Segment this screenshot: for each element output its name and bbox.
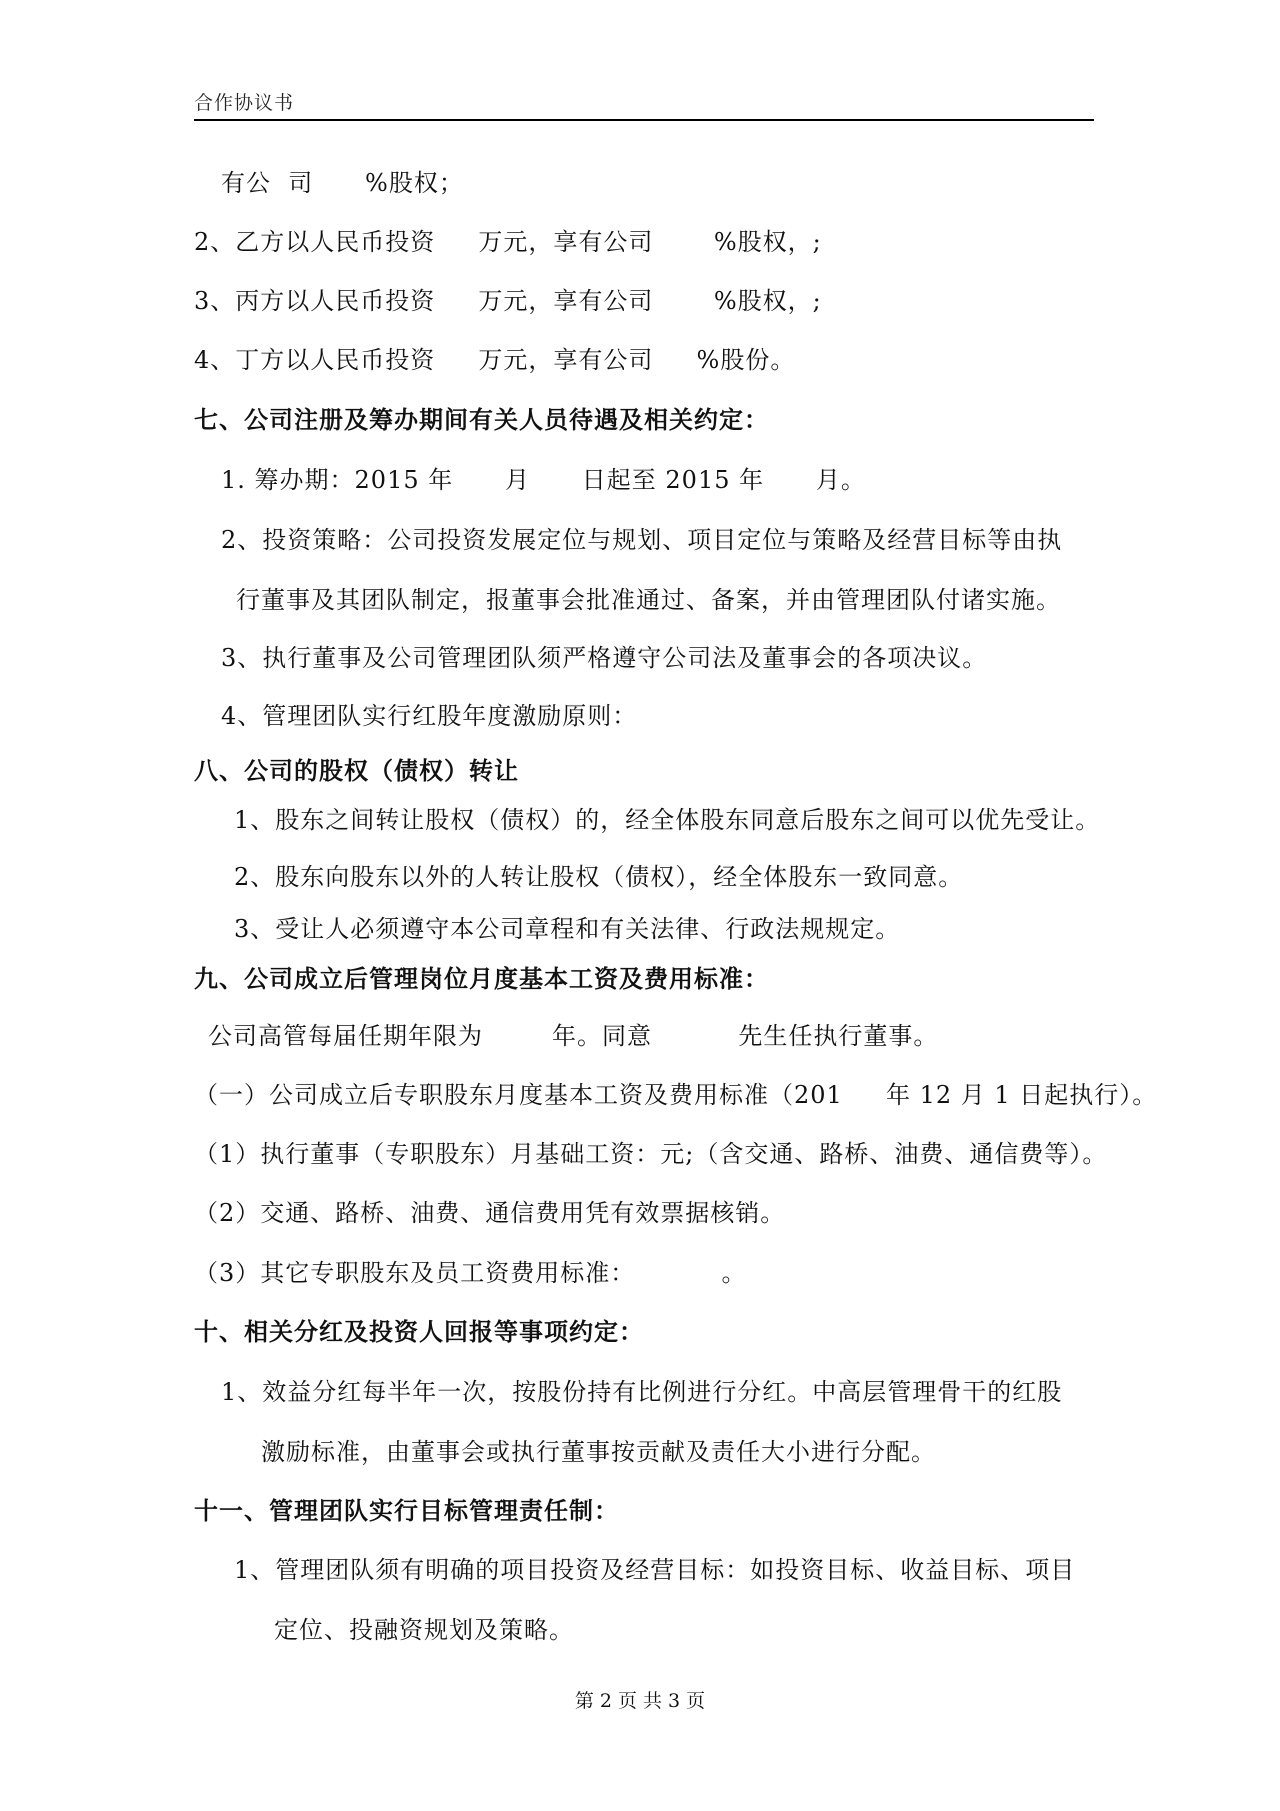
- clause-7-item-2: 2、投资策略：公司投资发展定位与规划、项目定位与策略及经营目标等由执: [221, 526, 1063, 554]
- clause-7-item-3: 3、执行董事及公司管理团队须严格遵守公司法及董事会的各项决议。: [221, 644, 988, 672]
- clause-7-item-1: 1. 筹办期：2015 年 月 日起至 2015 年 月。: [221, 466, 866, 494]
- clause-11-item-1-cont: 定位、投融资规划及策略。: [274, 1616, 574, 1644]
- page-number-footer: 第 2 页 共 3 页: [574, 1690, 706, 1712]
- clause-11-item-1: 1、管理团队须有明确的项目投资及经营目标：如投资目标、收益目标、项目: [234, 1556, 1076, 1584]
- clause-6-item-2: 2、乙方以人民币投资 万元，享有公司 %股权，;: [194, 228, 822, 256]
- clause-9-part-1: （一）公司成立后专职股东月度基本工资及费用标准（201 年 12 月 1 日起执行）。: [194, 1081, 1158, 1109]
- clause-9-item-3: （3）其它专职股东及员工资费用标准： 。: [194, 1259, 747, 1287]
- header-divider: [194, 119, 1094, 121]
- clause-6-line-1-cont: 有公 司 %股权；: [221, 169, 464, 197]
- clause-6-item-3: 3、丙方以人民币投资 万元，享有公司 %股权，;: [194, 287, 822, 315]
- clause-8-item-3: 3、受让人必须遵守本公司章程和有关法律、行政法规规定。: [234, 915, 901, 943]
- section-10-heading: 十、相关分红及投资人回报等事项约定：: [194, 1318, 644, 1346]
- clause-9-item-1: （1）执行董事（专职股东）月基础工资：元;（含交通、路桥、油费、通信费等）。: [194, 1140, 1108, 1168]
- clause-9-term: 公司高管每届任期年限为 年。同意 先生任执行董事。: [208, 1022, 939, 1050]
- clause-9-item-2: （2）交通、路桥、油费、通信费用凭有效票据核销。: [194, 1199, 786, 1227]
- clause-10-item-1: 1、效益分红每半年一次，按股份持有比例进行分红。中高层管理骨干的红股: [221, 1378, 1063, 1406]
- section-9-heading: 九、公司成立后管理岗位月度基本工资及费用标准：: [194, 965, 769, 993]
- section-8-heading: 八、公司的股权（债权）转让: [194, 757, 519, 785]
- section-11-heading: 十一、管理团队实行目标管理责任制：: [194, 1497, 619, 1525]
- clause-7-item-2-cont: 行董事及其团队制定，报董事会批准通过、备案，并由管理团队付诸实施。: [236, 586, 1061, 614]
- section-7-heading: 七、公司注册及筹办期间有关人员待遇及相关约定：: [194, 406, 769, 434]
- clause-7-item-4: 4、管理团队实行红股年度激励原则：: [221, 702, 638, 730]
- clause-8-item-1: 1、股东之间转让股权（债权）的，经全体股东同意后股东之间可以优先受让。: [234, 806, 1101, 834]
- clause-6-item-4: 4、丁方以人民币投资 万元，享有公司 %股份。: [194, 346, 796, 374]
- document-header-title: 合作协议书: [194, 92, 295, 114]
- clause-10-item-1-cont: 激励标准，由董事会或执行董事按贡献及责任大小进行分配。: [261, 1438, 936, 1466]
- clause-8-item-2: 2、股东向股东以外的人转让股权（债权），经全体股东一致同意。: [234, 863, 964, 891]
